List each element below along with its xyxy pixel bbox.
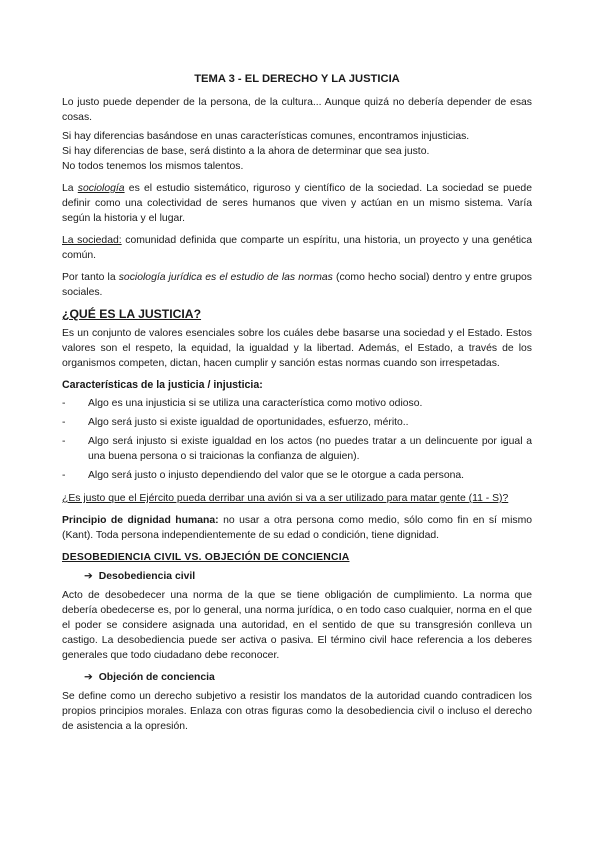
pregunta-paragraph: ¿Es justo que el Ejército pueda derribar una avión si va a ser utilizado para matar gente (11 - S)? — [62, 493, 509, 504]
dash-bullet: - — [62, 470, 66, 481]
caracteristicas-list — [62, 396, 532, 483]
intro-line-4: No todos tenemos los mismos talentos. — [62, 161, 244, 172]
sociologia-paragraph: La sociología es el estudio sistemático, riguroso y científico de la sociedad. La sociedad se puede definir como una colectividad de seres humanos que viven y actúan en un mismo sistema. Varía según la historia y el lugar. — [62, 183, 532, 224]
dignidad-paragraph: Principio de dignidad humana: no usar a otra persona como medio, sólo como fin en sí mismo (Kant). Toda persona independientemente de su edad o condición, tiene dignidad. — [62, 515, 533, 541]
desobediencia-civil-heading: ➔ Desobediencia civil — [84, 571, 196, 582]
dash-bullet: - — [62, 398, 66, 409]
caracteristicas-heading: Características de la justicia / injusticia: — [62, 379, 263, 391]
juridica-italic: sociología jurídica es el estudio de las normas — [118, 272, 333, 283]
document-title: TEMA 3 - EL DERECHO Y LA JUSTICIA — [194, 73, 400, 85]
arrow-right-icon: ➔ — [84, 672, 93, 683]
list-item: - Algo es una injusticia si se utiliza una característica como motivo odioso. — [62, 398, 423, 409]
intro-line-2: Si hay diferencias basándose en unas características comunes, encontramos injusticias. — [62, 131, 470, 142]
sociologia-term: sociología — [77, 183, 125, 194]
list-item: - Algo será justo si existe igualdad de oportunidades, esfuerzo, mérito.. — [62, 417, 409, 428]
objecion-paragraph: Se define como un derecho subjetivo a resistir los mandatos de la autoridad cuando contradicen los propios principios morales. Enlaza con otras figuras como la desobediencia civil o incluso el derecho de asistencia a la opresión. — [62, 691, 532, 732]
dignidad-label: Principio de dignidad humana: — [62, 515, 219, 526]
objecion-heading: ➔ Objeción de conciencia — [84, 672, 215, 683]
justicia-paragraph: Es un conjunto de valores esenciales sobre los cuáles debe basarse una sociedad y el Estado. Estos valores son el respeto, la equidad, la igualdad y la libertad. Además, el Estado, a través de los organismos competen, dictan, hacen cumplir y sanción estas normas cuando son irrespetadas. — [62, 328, 532, 369]
list-item: - Algo será justo o injusto dependiendo del valor que se le otorgue a cada persona. — [62, 470, 465, 481]
juridica-paragraph: Por tanto la sociología jurídica es el estudio de las normas (como hecho social) dentro y entre grupos sociales. — [62, 272, 533, 298]
dash-bullet: - — [62, 436, 66, 447]
intro-line-1: Lo justo puede depender de la persona, de la cultura... Aunque quizá no debería depender de esas cosas. — [62, 97, 532, 123]
dash-bullet: - — [62, 417, 66, 428]
sociedad-paragraph: La sociedad: comunidad definida que comparte un espíritu, una historia, un proyecto y una genética común. — [62, 235, 532, 261]
sociedad-term: La sociedad: — [62, 235, 122, 246]
desobediencia-civil-paragraph: Acto de desobedecer una norma de la que se tiene obligación de cumplimiento. La norma que debería obedecerse es, por lo general, una norma jurídica, o en todo caso cualquier, norma en el que el poder se considere asignada una autoridad, en el sentido de que su transgresión conlleva un castigo. La desobediencia puede ser activa o pasiva. El término civil hace referencia a los deberes generales que todo ciudadano debe reconocer. — [62, 590, 532, 661]
arrow-right-icon: ➔ — [84, 571, 93, 582]
desobediencia-heading: DESOBEDIENCIA CIVIL VS. OBJECIÓN DE CONCIENCIA — [62, 552, 350, 563]
list-item: - Algo será injusto si existe igualdad en los actos (no puedes tratar a un delincuente por igual a una buena persona o si traicionas la confianza de alguien). — [62, 436, 532, 462]
document-page — [62, 72, 532, 734]
intro-line-3: Si hay diferencias de base, será distinto a la ahora de determinar que sea justo. — [62, 146, 430, 157]
justicia-heading: ¿QUÉ ES LA JUSTICIA? — [62, 307, 202, 321]
